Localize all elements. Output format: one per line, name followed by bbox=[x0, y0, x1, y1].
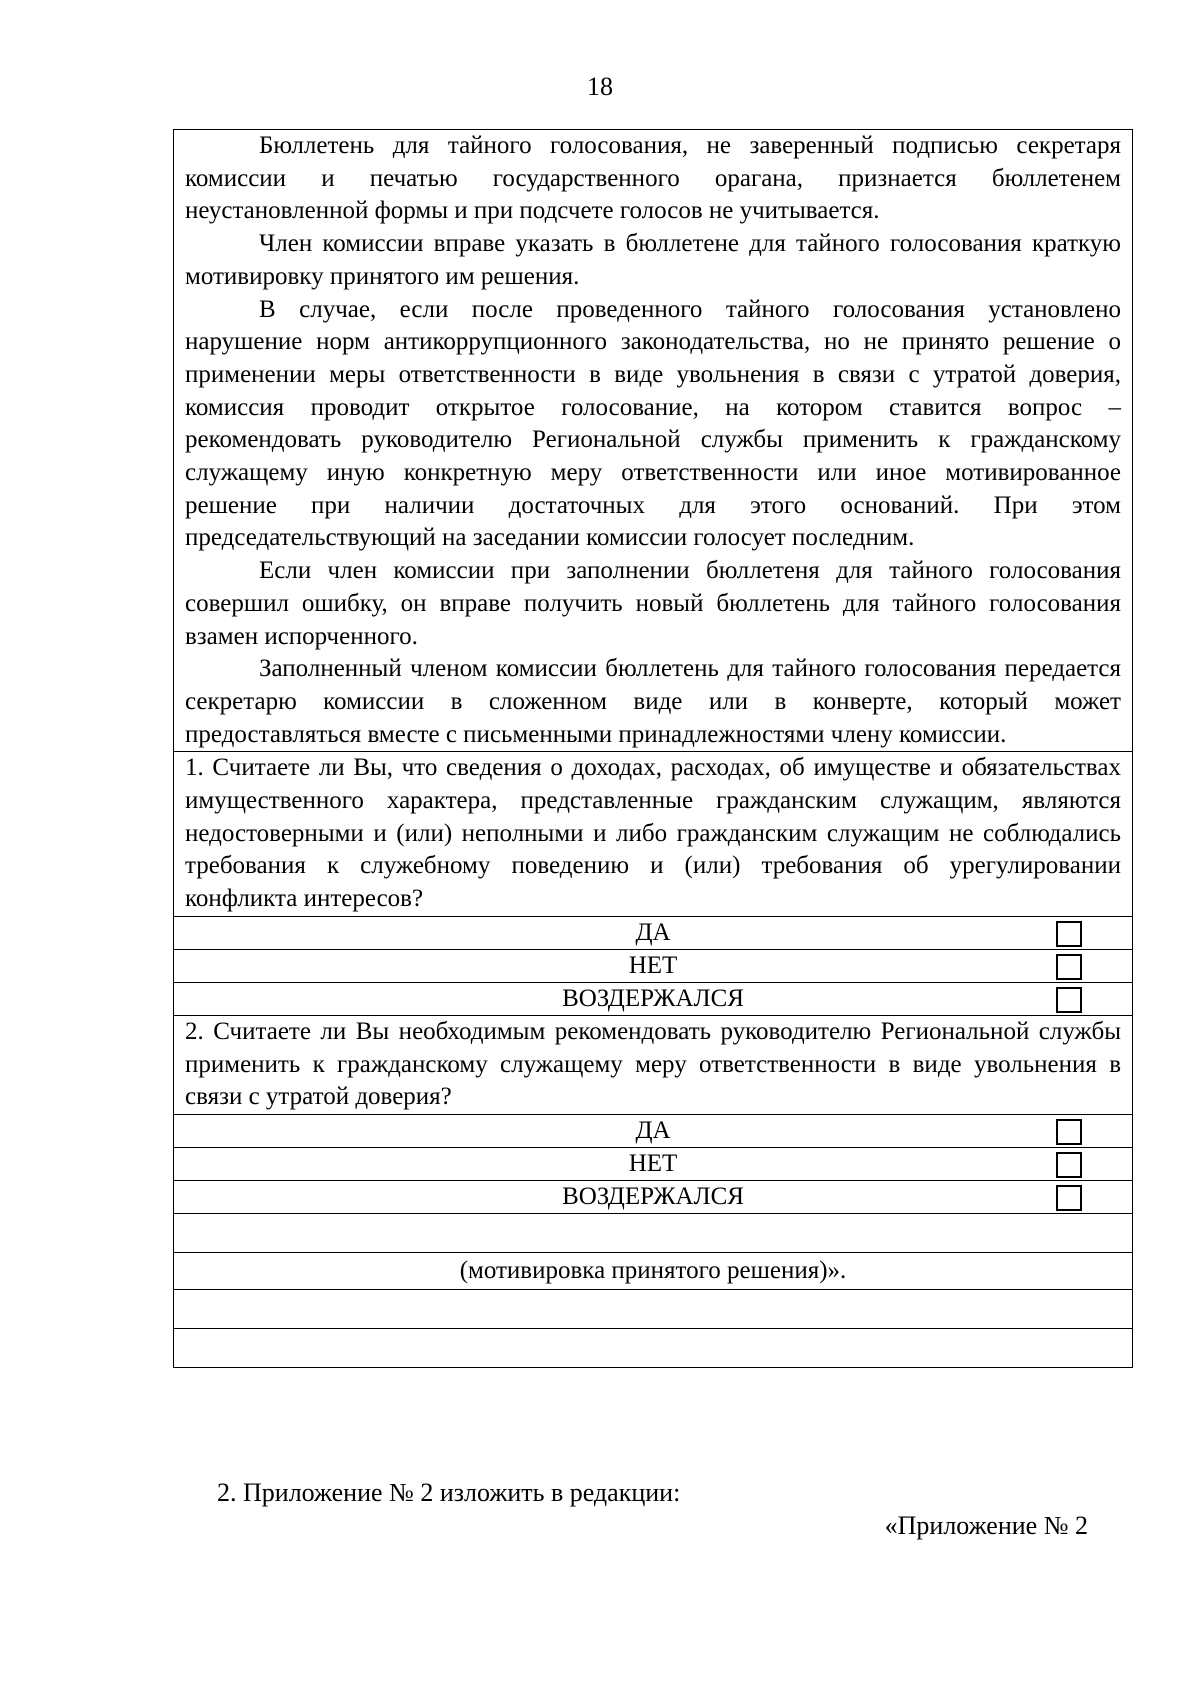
ballot-instructions bbox=[174, 130, 1133, 752]
instruction-paragraph: Член комиссии вправе указать в бюллетене для тайного голосования краткую мотивировку принятого им решения. bbox=[185, 230, 1121, 290]
question-1-option-no bbox=[174, 949, 1133, 982]
checkbox-no-q2[interactable] bbox=[1056, 1152, 1082, 1178]
option-label: ВОЗДЕРЖАЛСЯ bbox=[562, 1182, 744, 1210]
option-label: ВОЗДЕРЖАЛСЯ bbox=[562, 984, 744, 1012]
option-label: НЕТ bbox=[628, 951, 678, 979]
instruction-paragraph: Если член комиссии при заполнении бюллетеня для тайного голосования совершил ошибку, он вправе получить новый бюллетень для тайного голосования взамен испорченного. bbox=[185, 557, 1121, 650]
checkbox-no-q1[interactable] bbox=[1056, 954, 1082, 980]
question-1 bbox=[174, 752, 1133, 917]
blank-row bbox=[174, 1289, 1133, 1328]
instruction-paragraph: Заполненный членом комиссии бюллетень для тайного голосования передается секретарю комиссии в сложенном виде или в конверте, который может предоставляться вместе с письменными принадлежностями члену комиссии. bbox=[185, 655, 1121, 748]
question-2-option-no bbox=[174, 1147, 1133, 1180]
motivation-input-line[interactable] bbox=[174, 1213, 1133, 1252]
option-label: ДА bbox=[635, 918, 671, 946]
instruction-paragraph: В случае, если после проведенного тайного голосования установлено нарушение норм антикоррупционного законодательства, но не принято решение о применении меры ответственности в виде увольнения в связи с утратой доверия, комиссия проводит открытое голосование, на котором ставится вопрос – рекомендовать руководителю Региональной службы применить к гражданскому служащему иную конкретную меру ответственности или иное мотивированное решение при наличии достаточных для этого оснований. При этом председательствующий на заседании комиссии голосует последним. bbox=[185, 295, 1121, 552]
blank-row bbox=[174, 1328, 1133, 1367]
option-label: ДА bbox=[635, 1116, 671, 1144]
amendment-line: 2. Приложение № 2 изложить в редакции: bbox=[217, 1478, 681, 1507]
option-label: НЕТ bbox=[628, 1149, 678, 1177]
page-number: 18 bbox=[587, 72, 613, 101]
question-1-option-yes bbox=[174, 916, 1133, 949]
motivation-caption: (мотивировка принятого решения)». bbox=[174, 1252, 1133, 1289]
appendix-heading: «Приложение № 2 bbox=[884, 1511, 1088, 1540]
checkbox-yes-q2[interactable] bbox=[1056, 1119, 1082, 1145]
question-2-text: 2. Считаете ли Вы необходимым рекомендовать руководителю Региональной службы применить к гражданскому служащему меру ответственности в виде увольнения в связи с утратой доверия? bbox=[185, 1017, 1121, 1111]
question-2-option-yes bbox=[174, 1114, 1133, 1147]
question-1-option-abstain bbox=[174, 982, 1133, 1015]
instruction-paragraph: Бюллетень для тайного голосования, не заверенный подписью секретаря комиссии и печатью государственного орагана, признается бюллетенем неустановленной формы и при подсчете голосов не учитывается. bbox=[185, 132, 1121, 225]
question-2 bbox=[174, 1015, 1133, 1114]
ballot-table bbox=[173, 129, 1133, 1368]
checkbox-abstain-q2[interactable] bbox=[1056, 1185, 1082, 1211]
checkbox-abstain-q1[interactable] bbox=[1056, 987, 1082, 1013]
question-2-option-abstain bbox=[174, 1180, 1133, 1213]
checkbox-yes-q1[interactable] bbox=[1056, 921, 1082, 947]
question-1-text: 1. Считаете ли Вы, что сведения о доходах, расходах, об имуществе и обязательствах имущественного характера, представленные гражданским служащим, являются недостоверными и (или) неполными и либо гражданским служащим не соблюдались требования к служебному поведению и (или) требования об урегулировании конфликта интересов? bbox=[185, 754, 1121, 913]
